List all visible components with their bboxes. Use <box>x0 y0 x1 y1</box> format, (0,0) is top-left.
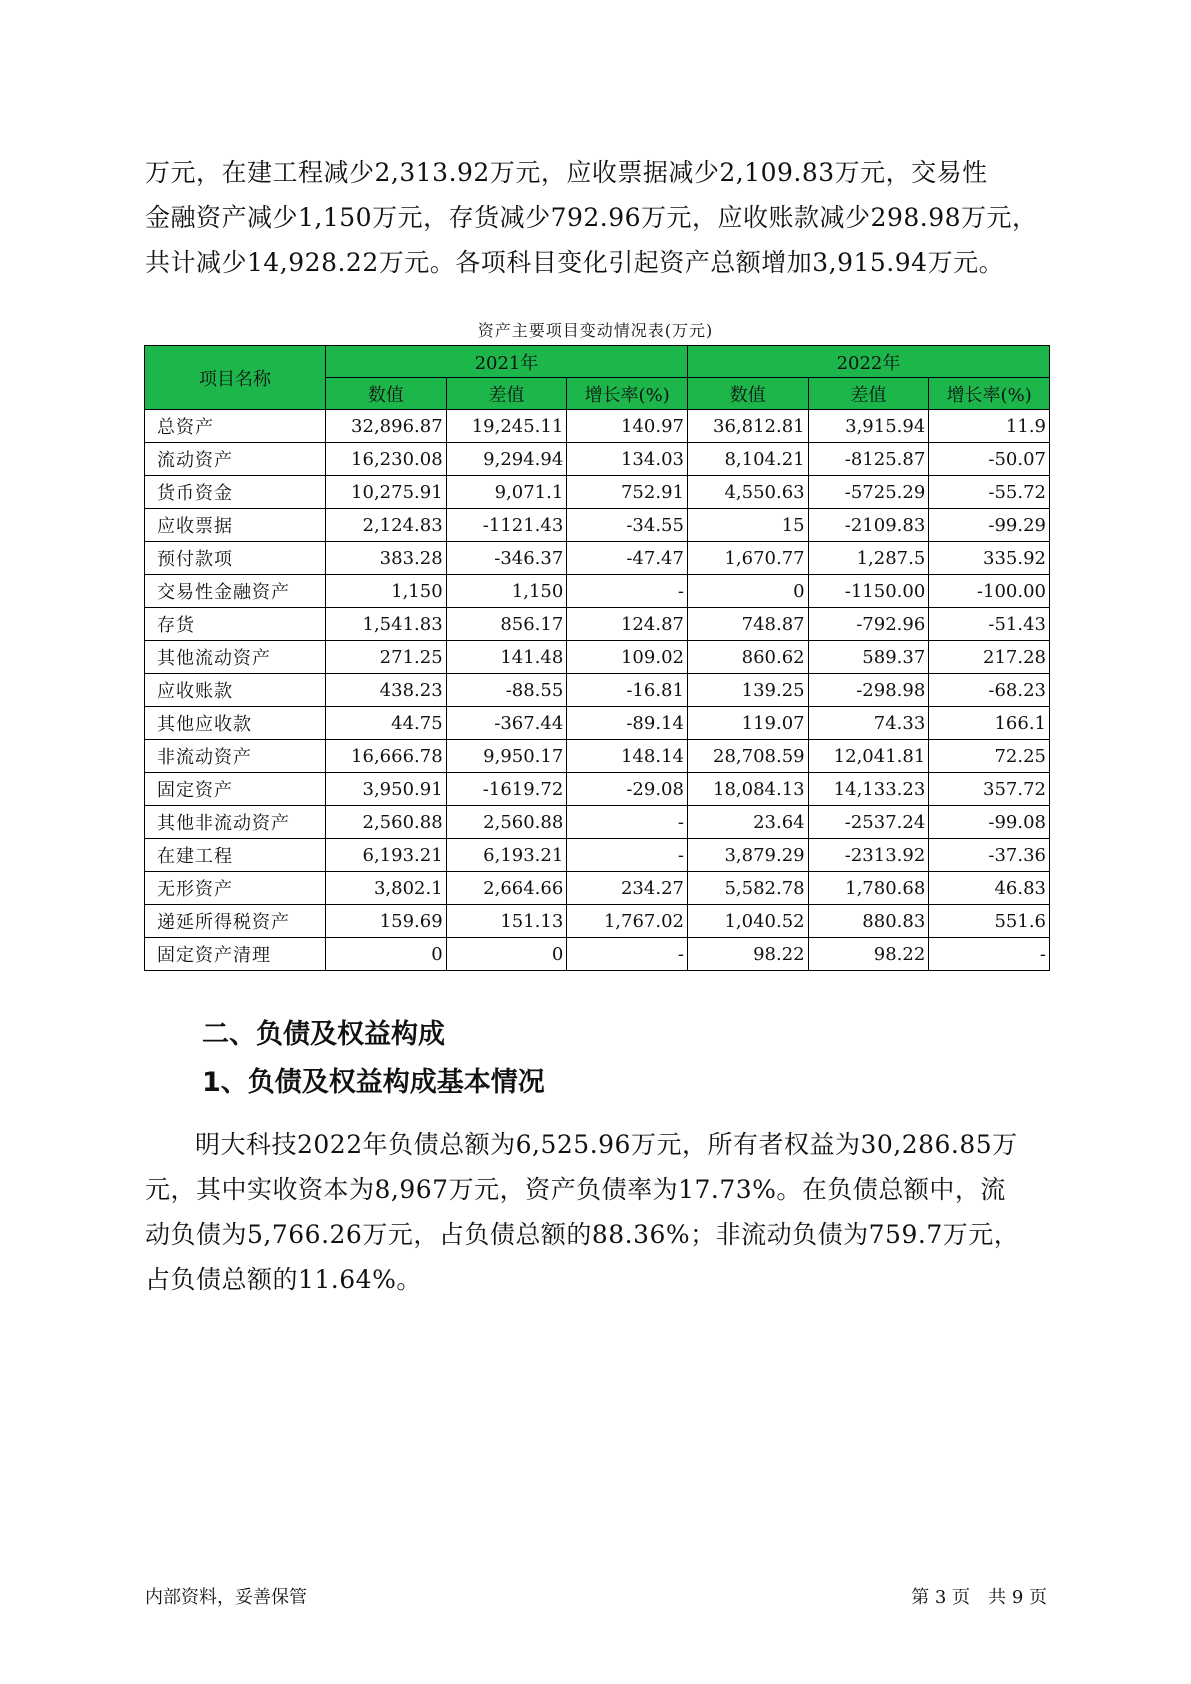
table-cell: 1,541.83 <box>326 608 447 641</box>
table-cell: 140.97 <box>567 410 688 443</box>
table-cell: 16,230.08 <box>326 443 447 476</box>
table-cell: -5725.29 <box>808 476 929 509</box>
row-label: 在建工程 <box>145 839 326 872</box>
table-row <box>145 740 1050 773</box>
table-row <box>145 938 1050 971</box>
table-cell: -99.08 <box>929 806 1050 839</box>
table-row <box>145 872 1050 905</box>
table-cell: 5,582.78 <box>687 872 808 905</box>
table-cell: 589.37 <box>808 641 929 674</box>
table-cell: 0 <box>446 938 567 971</box>
subheader-growth: 增长率(%) <box>929 378 1050 410</box>
row-label: 总资产 <box>145 410 326 443</box>
table-cell: 124.87 <box>567 608 688 641</box>
table-cell: 234.27 <box>567 872 688 905</box>
table-cell: 438.23 <box>326 674 447 707</box>
row-label: 递延所得税资产 <box>145 905 326 938</box>
asset-change-table <box>144 345 1050 971</box>
subheader-value: 数值 <box>326 378 447 410</box>
table-cell: 14,133.23 <box>808 773 929 806</box>
table-cell: - <box>567 575 688 608</box>
table-cell: 9,071.1 <box>446 476 567 509</box>
table-cell: 15 <box>687 509 808 542</box>
table-caption: 资产主要项目变动情况表(万元) <box>477 321 714 340</box>
table-row <box>145 806 1050 839</box>
table-cell: -1121.43 <box>446 509 567 542</box>
table-cell: 28,708.59 <box>687 740 808 773</box>
row-label: 其他应收款 <box>145 707 326 740</box>
subheader-diff: 差值 <box>446 378 567 410</box>
table-cell: -792.96 <box>808 608 929 641</box>
row-label: 流动资产 <box>145 443 326 476</box>
table-cell: 16,666.78 <box>326 740 447 773</box>
paragraph-line: 元，其中实收资本为8,967万元，资产负债率为17.73%。在负债总额中，流 <box>145 1175 1006 1204</box>
row-label: 交易性金融资产 <box>145 575 326 608</box>
intro-line: 金融资产减少1,150万元，存货减少792.96万元，应收账款减少298.98万元， <box>145 203 1038 232</box>
table-cell: -2313.92 <box>808 839 929 872</box>
table-cell: 148.14 <box>567 740 688 773</box>
table-cell: -37.36 <box>929 839 1050 872</box>
table-cell: -99.29 <box>929 509 1050 542</box>
row-label: 预付款项 <box>145 542 326 575</box>
table-cell: 3,802.1 <box>326 872 447 905</box>
table-cell: 74.33 <box>808 707 929 740</box>
table-cell: 6,193.21 <box>326 839 447 872</box>
table-cell: -34.55 <box>567 509 688 542</box>
table-row <box>145 773 1050 806</box>
table-row <box>145 674 1050 707</box>
table-row <box>145 641 1050 674</box>
row-label: 无形资产 <box>145 872 326 905</box>
table-cell: 12,041.81 <box>808 740 929 773</box>
subheader-growth: 增长率(%) <box>567 378 688 410</box>
header-year-2022: 2022年 <box>687 346 1049 378</box>
table-cell: 1,670.77 <box>687 542 808 575</box>
subheader-diff: 差值 <box>808 378 929 410</box>
table-cell: 217.28 <box>929 641 1050 674</box>
table-cell: 880.83 <box>808 905 929 938</box>
paragraph-line: 明大科技2022年负债总额为6,525.96万元，所有者权益为30,286.85万 <box>195 1130 1018 1159</box>
row-label: 非流动资产 <box>145 740 326 773</box>
table-cell: 4,550.63 <box>687 476 808 509</box>
table-cell: 383.28 <box>326 542 447 575</box>
table-cell: -55.72 <box>929 476 1050 509</box>
paragraph-line: 占负债总额的11.64%。 <box>145 1265 422 1294</box>
table-cell: 3,915.94 <box>808 410 929 443</box>
table-cell: 0 <box>687 575 808 608</box>
table-row <box>145 542 1050 575</box>
table-row <box>145 575 1050 608</box>
table-cell: 860.62 <box>687 641 808 674</box>
table-cell: 2,664.66 <box>446 872 567 905</box>
table-cell: 139.25 <box>687 674 808 707</box>
table-row <box>145 410 1050 443</box>
table-cell: 109.02 <box>567 641 688 674</box>
table-cell: -2109.83 <box>808 509 929 542</box>
row-label: 应收票据 <box>145 509 326 542</box>
table-cell: -1619.72 <box>446 773 567 806</box>
table-row <box>145 476 1050 509</box>
row-label: 其他流动资产 <box>145 641 326 674</box>
table-cell: 3,950.91 <box>326 773 447 806</box>
table-cell: 36,812.81 <box>687 410 808 443</box>
table-cell: 1,287.5 <box>808 542 929 575</box>
table-cell: 11.9 <box>929 410 1050 443</box>
table-cell: 1,150 <box>446 575 567 608</box>
table-cell: 856.17 <box>446 608 567 641</box>
row-label: 固定资产清理 <box>145 938 326 971</box>
table-cell: -88.55 <box>446 674 567 707</box>
table-cell: -1150.00 <box>808 575 929 608</box>
intro-line: 共计减少14,928.22万元。各项科目变化引起资产总额增加3,915.94万元。 <box>145 248 1005 277</box>
sub-heading: 1、负债及权益构成基本情况 <box>202 1067 545 1098</box>
subheader-value: 数值 <box>687 378 808 410</box>
table-cell: 18,084.13 <box>687 773 808 806</box>
table-cell: -367.44 <box>446 707 567 740</box>
header-year-2021: 2021年 <box>326 346 688 378</box>
table-row <box>145 839 1050 872</box>
table-cell: -68.23 <box>929 674 1050 707</box>
table-cell: 10,275.91 <box>326 476 447 509</box>
table-row <box>145 707 1050 740</box>
table-cell: 1,040.52 <box>687 905 808 938</box>
table-cell: 44.75 <box>326 707 447 740</box>
intro-line: 万元，在建工程减少2,313.92万元，应收票据减少2,109.83万元，交易性 <box>145 158 988 187</box>
table-cell: 551.6 <box>929 905 1050 938</box>
table-cell: -298.98 <box>808 674 929 707</box>
row-label: 存货 <box>145 608 326 641</box>
table-cell: 98.22 <box>808 938 929 971</box>
header-item-name: 项目名称 <box>145 346 326 410</box>
table-cell: 1,780.68 <box>808 872 929 905</box>
table-cell: 752.91 <box>567 476 688 509</box>
table-cell: 134.03 <box>567 443 688 476</box>
table-cell: 9,950.17 <box>446 740 567 773</box>
table-cell: 1,767.02 <box>567 905 688 938</box>
liability-paragraph <box>145 1122 1050 1302</box>
table-cell: 271.25 <box>326 641 447 674</box>
table-cell: 8,104.21 <box>687 443 808 476</box>
table-cell: 46.83 <box>929 872 1050 905</box>
row-label: 货币资金 <box>145 476 326 509</box>
table-cell: -100.00 <box>929 575 1050 608</box>
table-cell: 98.22 <box>687 938 808 971</box>
table-cell: 9,294.94 <box>446 443 567 476</box>
table-cell: 2,124.83 <box>326 509 447 542</box>
table-cell: 19,245.11 <box>446 410 567 443</box>
table-cell: - <box>567 938 688 971</box>
table-cell: -16.81 <box>567 674 688 707</box>
table-cell: -2537.24 <box>808 806 929 839</box>
table-cell: 166.1 <box>929 707 1050 740</box>
table-cell: 159.69 <box>326 905 447 938</box>
table-cell: - <box>567 839 688 872</box>
table-cell: 1,150 <box>326 575 447 608</box>
table-row <box>145 905 1050 938</box>
table-cell: 0 <box>326 938 447 971</box>
table-cell: 335.92 <box>929 542 1050 575</box>
table-row <box>145 509 1050 542</box>
table-cell: -346.37 <box>446 542 567 575</box>
row-label: 应收账款 <box>145 674 326 707</box>
table-cell: -8125.87 <box>808 443 929 476</box>
paragraph-line: 动负债为5,766.26万元，占负债总额的88.36%；非流动负债为759.7万元， <box>145 1220 1020 1249</box>
table-cell: -89.14 <box>567 707 688 740</box>
section-heading: 二、负债及权益构成 <box>202 1019 445 1050</box>
table-cell: 748.87 <box>687 608 808 641</box>
table-cell: 23.64 <box>687 806 808 839</box>
table-body <box>145 410 1050 971</box>
table-cell: -29.08 <box>567 773 688 806</box>
table-cell: - <box>929 938 1050 971</box>
table-cell: 32,896.87 <box>326 410 447 443</box>
table-cell: 151.13 <box>446 905 567 938</box>
table-cell: -51.43 <box>929 608 1050 641</box>
footer-confidential: 内部资料，妥善保管 <box>145 1587 307 1608</box>
table-cell: -50.07 <box>929 443 1050 476</box>
table-cell: -47.47 <box>567 542 688 575</box>
table-cell: 119.07 <box>687 707 808 740</box>
row-label: 固定资产 <box>145 773 326 806</box>
table-cell: 6,193.21 <box>446 839 567 872</box>
table-cell: 3,879.29 <box>687 839 808 872</box>
table-cell: - <box>567 806 688 839</box>
table-cell: 72.25 <box>929 740 1050 773</box>
table-cell: 2,560.88 <box>446 806 567 839</box>
row-label: 其他非流动资产 <box>145 806 326 839</box>
table-cell: 141.48 <box>446 641 567 674</box>
table-row <box>145 443 1050 476</box>
footer-page-number: 第 3 页 共 9 页 <box>911 1587 1047 1608</box>
table-row <box>145 608 1050 641</box>
intro-paragraph <box>145 150 1050 285</box>
table-cell: 2,560.88 <box>326 806 447 839</box>
table-cell: 357.72 <box>929 773 1050 806</box>
